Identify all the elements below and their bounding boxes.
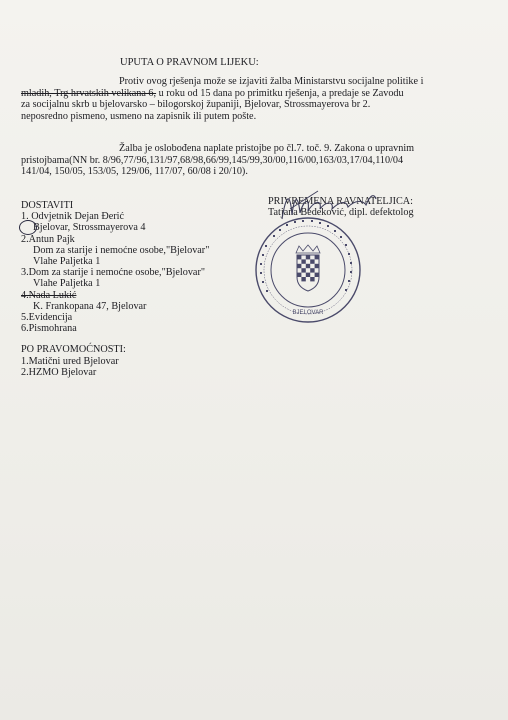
official-stamp bbox=[253, 215, 363, 325]
delivery-item: Dom za starije i nemoćne osobe,"Bjelovar" bbox=[33, 244, 210, 256]
delivery-item: 3.Dom za starije i nemoćne osobe,"Bjelovar" bbox=[21, 267, 205, 279]
appeal-line-1: Protiv ovog rješenja može se izjaviti žalba Ministarstvu socijalne politike i bbox=[119, 76, 424, 87]
delivery-item: Vlahe Paljetka 1 bbox=[33, 256, 101, 268]
finality-item: 2.HZMO Bjelovar bbox=[21, 367, 97, 378]
stamp-city: BJELOVAR bbox=[292, 310, 324, 316]
finality-list bbox=[21, 344, 126, 379]
appeal-line-2-struck: mladih, Trg hrvatskih velikana 6, bbox=[21, 87, 157, 99]
appeal-line-2: u roku od 15 dana po primitku rješenja, a predaje se Zavodu bbox=[156, 87, 404, 99]
delivery-item: 6.Pismohrana bbox=[21, 323, 77, 335]
fee-line-3: 141/04, 150/05, 153/05, 129/06, 117/07, 60/08 i 20/10). bbox=[21, 166, 248, 178]
handwritten-circle-mark bbox=[19, 220, 37, 235]
appeal-paragraph bbox=[21, 76, 491, 122]
delivery-item: Bjelovar, Strossmayerova 4 bbox=[33, 222, 146, 234]
delivery-item: Vlahe Paljetka 1 bbox=[33, 278, 101, 290]
fee-line-2: pristojbama(NN br. 8/96,77/96,131/97,68/98,66/99,145/99,30/00,116/00,163/03,17/04,110/04 bbox=[21, 154, 404, 166]
delivery-item: 4.Nada Lukić bbox=[21, 289, 77, 301]
fee-line-1: Žalba je oslobođena naplate pristojbe po čl.7. toč. 9. Zakona o upravnim bbox=[119, 143, 415, 154]
fee-paragraph bbox=[21, 143, 491, 178]
appeal-line-4: neposredno pismeno, usmeno na zapisnik ili putem pošte. bbox=[21, 110, 257, 122]
delivery-item: 1. Odvjetnik Dejan Đerić bbox=[21, 211, 124, 223]
signatory-role: PRIVREMENA RAVNATELJICA: bbox=[268, 196, 413, 207]
signatory-name: Tatjana Bedeković, dipl. defektolog bbox=[268, 207, 414, 219]
finality-item: 1.Matični ured Bjelovar bbox=[21, 355, 119, 367]
croatian-coat-of-arms-icon bbox=[296, 245, 320, 291]
delivery-item: 5.Evidencija bbox=[21, 312, 73, 324]
appeal-line-3: za socijalnu skrb u bjelovarsko – bilogorskoj županiji, Bjelovar, Strossmayerova br 2. bbox=[21, 99, 371, 111]
delivery-item: 2.Antun Pajk bbox=[21, 233, 75, 245]
delivery-title: DOSTAVITI bbox=[21, 200, 74, 211]
delivery-list bbox=[21, 200, 209, 334]
finality-title: PO PRAVOMOĆNOSTI: bbox=[21, 344, 126, 355]
legal-remedy-heading: UPUTA O PRAVNOM LIJEKU: bbox=[120, 57, 259, 68]
delivery-item: K. Frankopana 47, Bjelovar bbox=[33, 300, 147, 312]
